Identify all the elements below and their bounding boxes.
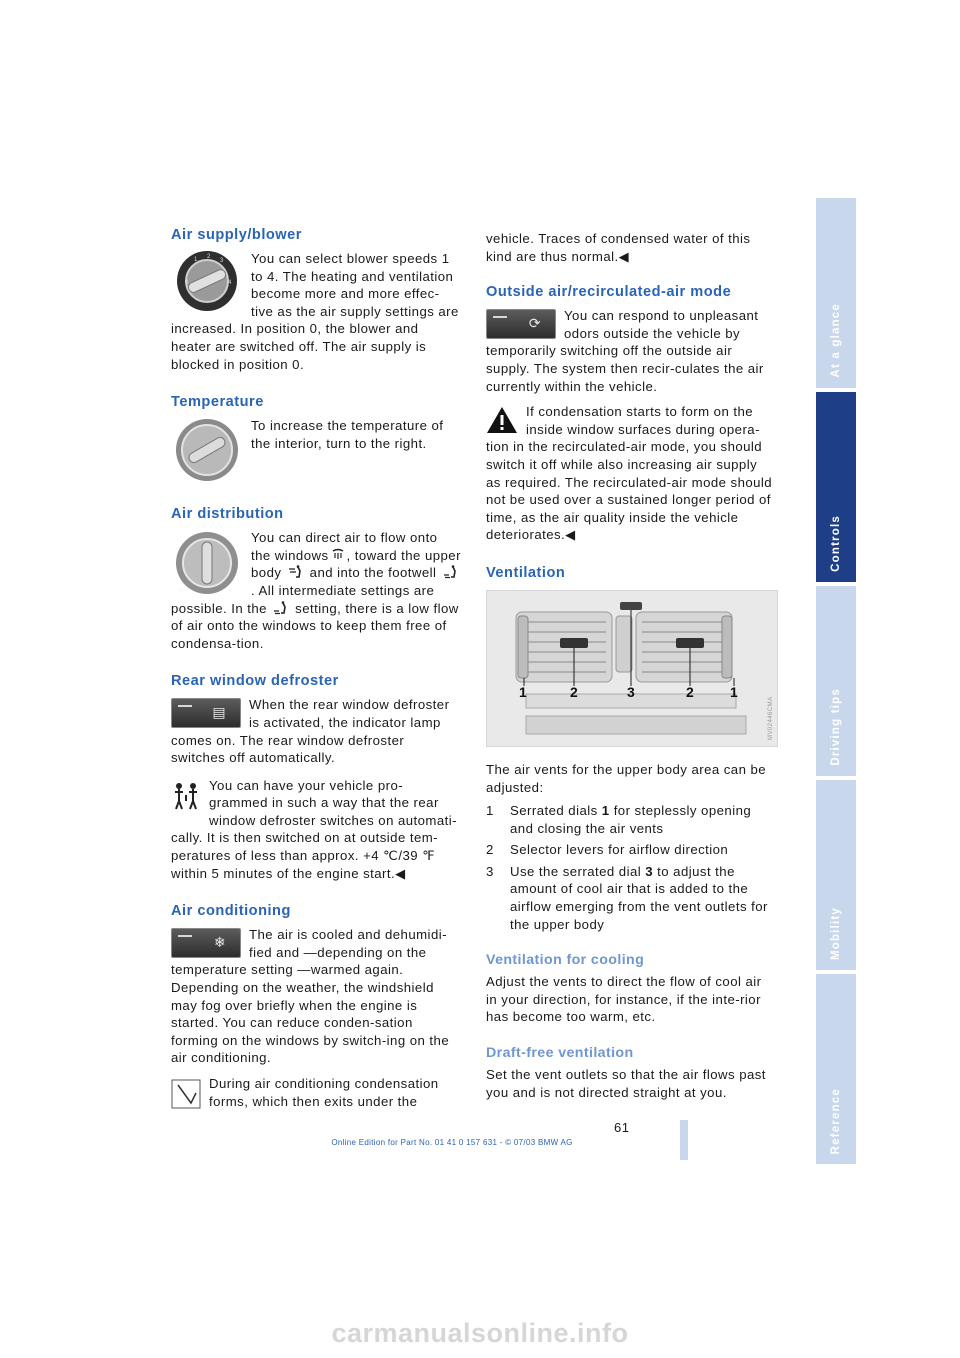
heading-air-distribution: Air distribution	[171, 506, 284, 523]
vent-label-2b: 2	[686, 683, 695, 700]
ac-button-figure	[171, 928, 241, 958]
section-draft-free	[486, 1044, 776, 1101]
section-air-distribution	[171, 505, 461, 652]
text-temperature: To increase the temperature of the interior, turn to the right.	[251, 418, 444, 451]
note-air-conditioning: During air conditioning condensation forms, which then exits under the	[209, 1076, 439, 1109]
recirculation-icon: ⟳	[528, 315, 541, 332]
defroster-button-figure	[171, 698, 241, 728]
heading-rear-defroster: Rear window defroster	[171, 673, 339, 690]
heading-ventilation: Ventilation	[486, 564, 566, 581]
vent-label-3: 3	[627, 683, 636, 700]
warning-icon	[486, 405, 518, 435]
warning-outside-air: If condensation starts to form on the inside window surfaces during opera-tion in the recirculated-air mode, you should switch it off while also increasing air supply as required. The recirculated-air mode should not be used over a sustained longer period of time, as the air quality inside the vehicle deteriorates.◀	[486, 404, 773, 543]
blower-label-4: 4	[228, 280, 232, 286]
section-outside-air	[486, 283, 776, 544]
section-rear-defroster	[171, 672, 461, 882]
vent-figure	[486, 590, 778, 747]
rear-defroster-icon: ▤	[212, 704, 226, 721]
svg-text:≈: ≈	[229, 587, 234, 595]
heading-vent-cooling: Ventilation for cooling	[486, 952, 645, 969]
text-vent-cooling: Adjust the vents to direct the flow of cool air in your direction, for instance, if the inte-rior has become too warm, etc.	[486, 974, 762, 1025]
text-rear-defroster: When the rear window defroster is activated, the indicator lamp comes on. The rear window defroster switches off automatically.	[171, 697, 450, 766]
ventilation-steps	[486, 802, 776, 933]
heading-air-supply: Air supply/blower	[171, 227, 302, 243]
section-air-conditioning	[171, 902, 461, 1110]
text-continuation: vehicle. Traces of condensed water of this kind are thus normal.◀	[486, 231, 751, 264]
text-draft-free: Set the vent outlets so that the air flows past you and is not directed straight at you.	[486, 1067, 766, 1100]
distribution-knob-figure	[171, 529, 243, 597]
heading-temperature: Temperature	[171, 394, 264, 411]
text-ventilation-intro: The air vents for the upper body area can be adjusted:	[486, 761, 767, 795]
temperature-knob-figure	[171, 417, 243, 483]
blower-label-1: 1	[194, 257, 198, 263]
recirculation-button-figure	[486, 309, 556, 339]
left-column	[171, 226, 461, 1124]
windshield-vent-icon	[331, 548, 345, 562]
watermark: carmanualsonline.info	[331, 1318, 629, 1348]
vent-label-2a: 2	[570, 683, 579, 700]
figure-code: MV02446CMA	[768, 696, 774, 740]
vent-label-1b: 1	[730, 683, 739, 700]
heading-air-conditioning: Air conditioning	[171, 903, 291, 920]
distribution-knob-icon	[173, 530, 241, 596]
step-3: 3 Use the serrated dial 3 to adjust the amount of cool air that is added to the airflow emerging from the vent outlets for the upper body	[486, 863, 768, 932]
programming-key-icon	[171, 781, 201, 811]
chapter-tabs	[816, 198, 856, 1160]
footer-edition: Online Edition for Part No. 01 41 0 157 631 - © 07/03 BMW AG	[331, 1138, 573, 1147]
blower-knob-icon	[173, 250, 241, 312]
heading-draft-free: Draft-free ventilation	[486, 1045, 634, 1062]
upper-body-vent-icon	[288, 565, 304, 579]
blower-label-3: 3	[220, 258, 224, 264]
temperature-knob-icon	[173, 418, 241, 482]
svg-text:≈: ≈	[179, 587, 184, 595]
footwell-vent-icon-2	[273, 601, 289, 615]
text-air-supply: You can select blower speeds 1 to 4. The heating and ventilation become more and more effec-tive as the air supply settings are increased. In position 0, the blower and heater are switched off. The air supply is blocked in position 0.	[171, 251, 459, 372]
tab-mobility[interactable]: Mobility	[816, 780, 856, 970]
snowflake-icon: ❄	[213, 934, 226, 951]
blower-label-0: 0	[185, 280, 189, 286]
section-vent-cooling	[486, 951, 776, 1026]
tab-reference[interactable]: Reference	[816, 974, 856, 1164]
section-temperature	[171, 393, 461, 485]
blower-knob-figure	[171, 250, 243, 312]
tab-at-a-glance[interactable]: At a glance	[816, 198, 856, 388]
text-air-distribution: You can direct air to flow onto the windows , toward the upper body and into the footwell . All intermediate settings are possible. In the setting, there is a low flow of air onto the windows to keep them free of condensa-tion.	[171, 530, 461, 651]
vent-label-1a: 1	[519, 683, 528, 700]
tab-driving-tips[interactable]: Driving tips	[816, 586, 856, 776]
tab-controls[interactable]: Controls	[816, 392, 856, 582]
page-number: 61	[614, 1120, 630, 1135]
note-rear-defroster: You can have your vehicle pro-grammed in such a way that the rear window defroster switches on automati-cally. It is then switched on at outside tem-peratures of less than approx. +4 ℃/39 ℉ within 5 minutes of the engine start.◀	[171, 777, 457, 881]
text-air-conditioning: The air is cooled and dehumidi-fied and —depending on the temperature setting —warmed again. Depending on the weather, the windshield may fog over briefly when the engine is started. You can reduce conden-sation forming on the windows by switch-ing on the air conditioning.	[171, 927, 450, 1066]
note-icon	[171, 1079, 201, 1109]
right-column	[486, 230, 776, 1115]
step-2: 2 Selector levers for airflow direction	[486, 842, 729, 858]
text-outside-air: You can respond to unpleasant odors outside the vehicle by temporarily switching off the outside air supply. The system then recir-culates the air currently within the vehicle.	[486, 308, 764, 394]
dashboard-vents-illustration	[486, 590, 778, 747]
heading-outside-air: Outside air/recirculated-air mode	[486, 284, 732, 301]
footwell-vent-icon	[443, 565, 459, 579]
blower-label-2: 2	[207, 254, 211, 260]
step-1: 1 Serrated dials 1 for steplessly opening and closing the air vents	[486, 803, 752, 836]
section-ventilation	[486, 564, 776, 933]
section-air-supply	[171, 226, 461, 373]
